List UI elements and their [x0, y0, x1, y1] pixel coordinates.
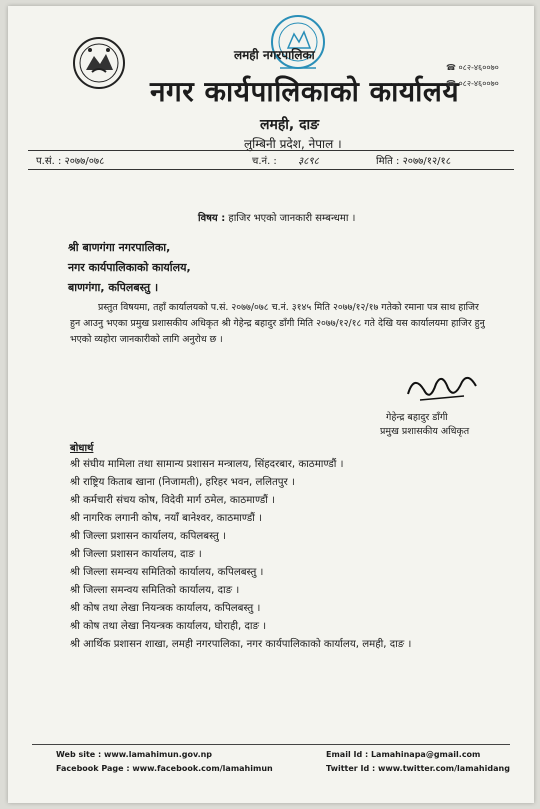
cc-item: श्री कोष तथा लेखा नियन्त्रक कार्यालय, कपिलबस्तु ।: [70, 603, 261, 614]
office-title: नगर कार्यपालिकाको कार्यालय: [150, 75, 460, 108]
footer-email: Email Id : Lamahinapa@gmail.com: [326, 750, 481, 759]
municipality-name: लमही नगरपालिका: [234, 48, 315, 62]
cc-item: श्री राष्ट्रिय किताब खाना (निजामती), हरिहर भवन, ललितपुर ।: [70, 477, 295, 488]
phone-number-2: ☎ ०८२-४६००७०: [446, 79, 499, 88]
addressee-line-3: बाणगंगा, कपिलबस्तु ।: [68, 281, 159, 294]
cc-item: श्री जिल्ला प्रशासन कार्यालय, कपिलबस्तु ।: [70, 531, 226, 542]
letter-body: [70, 300, 490, 348]
cc-heading: बोधार्थ: [70, 443, 94, 454]
addressee-line-1: श्री बाणगंगा नगरपालिका,: [68, 241, 171, 254]
signatory-name: गेहेन्द्र बहादुर डाँगी: [386, 412, 448, 423]
subject-text: हाजिर भएको जानकारी सम्बन्धमा ।: [228, 213, 356, 224]
ref-date: मिति : २०७७/१२/१८: [376, 156, 451, 167]
cc-item: श्री आर्थिक प्रशासन शाखा, लमही नगरपालिका, नगर कार्यपालिकाको कार्यालय, लमही, दाङ ।: [70, 639, 412, 650]
signature-mark: [402, 366, 482, 408]
reference-bar: [28, 150, 514, 170]
footer-divider: [32, 744, 510, 745]
phone-number-1: ☎ ०८२-४६००७०: [446, 63, 499, 72]
location-line1: लमही, दाङ: [260, 117, 320, 133]
subject-label: विषय :: [198, 213, 226, 224]
cc-item: श्री जिल्ला समन्वय समितिको कार्यालय, दाङ ।: [70, 585, 240, 596]
footer-facebook: Facebook Page : www.facebook.com/lamahimun: [56, 764, 273, 773]
cc-item: श्री नागरिक लगानी कोष, नयाँ बानेश्वर, काठमाण्डौं ।: [70, 513, 262, 524]
cc-item: श्री कोष तथा लेखा नियन्त्रक कार्यालय, घोराही, दाङ ।: [70, 621, 267, 632]
cc-item: श्री जिल्ला प्रशासन कार्यालय, दाङ ।: [70, 549, 202, 560]
ref-chn-label: च.नं. :: [252, 156, 277, 167]
footer-twitter: Twitter Id : www.twitter.com/lamahidang: [326, 764, 510, 773]
nepal-emblem-icon: [72, 36, 126, 90]
body-paragraph: प्रस्तुत विषयमा, तहाँ कार्यालयको प.सं. २०७७/०७८ च.नं. ३१४५ मिति २०७७/१२/१७ गतेको रमाना पत्र साथ हाजिर हुन आउनु भएका प्रमुख प्रशासकीय अधिकृत श्री गेहेन्द्र बहादुर डाँगी मिति २०७७/१२/१८ गते देखि यस कार्यालयमा हाजिर हुनु भएको व्यहोरा जानकारीको लागि अनुरोध छ ।: [70, 302, 485, 345]
cc-item: श्री कर्मचारी संचय कोष, विदेवी मार्ग ठमेल, काठमाण्डौं ।: [70, 495, 275, 506]
ref-ps: प.सं. : २०७७/०७८: [36, 156, 105, 167]
letter-sheet: [8, 6, 534, 803]
location-line2: लुम्बिनी प्रदेश, नेपाल ।: [244, 137, 342, 151]
cc-item: श्री संघीय मामिला तथा सामान्य प्रशासन मन्त्रालय, सिंहदरबार, काठमाण्डौं ।: [70, 459, 344, 470]
office-seal-stamp: [266, 12, 330, 76]
footer-website: Web site : www.lamahimun.gov.np: [56, 750, 213, 759]
addressee-line-2: नगर कार्यपालिकाको कार्यालय,: [68, 261, 191, 274]
signatory-title: प्रमुख प्रशासकीय अधिकृत: [380, 426, 470, 437]
ref-chn-value: ३८९८: [298, 156, 319, 167]
cc-item: श्री जिल्ला समन्वय समितिको कार्यालय, कपिलबस्तु ।: [70, 567, 264, 578]
subject-line: [198, 210, 355, 224]
